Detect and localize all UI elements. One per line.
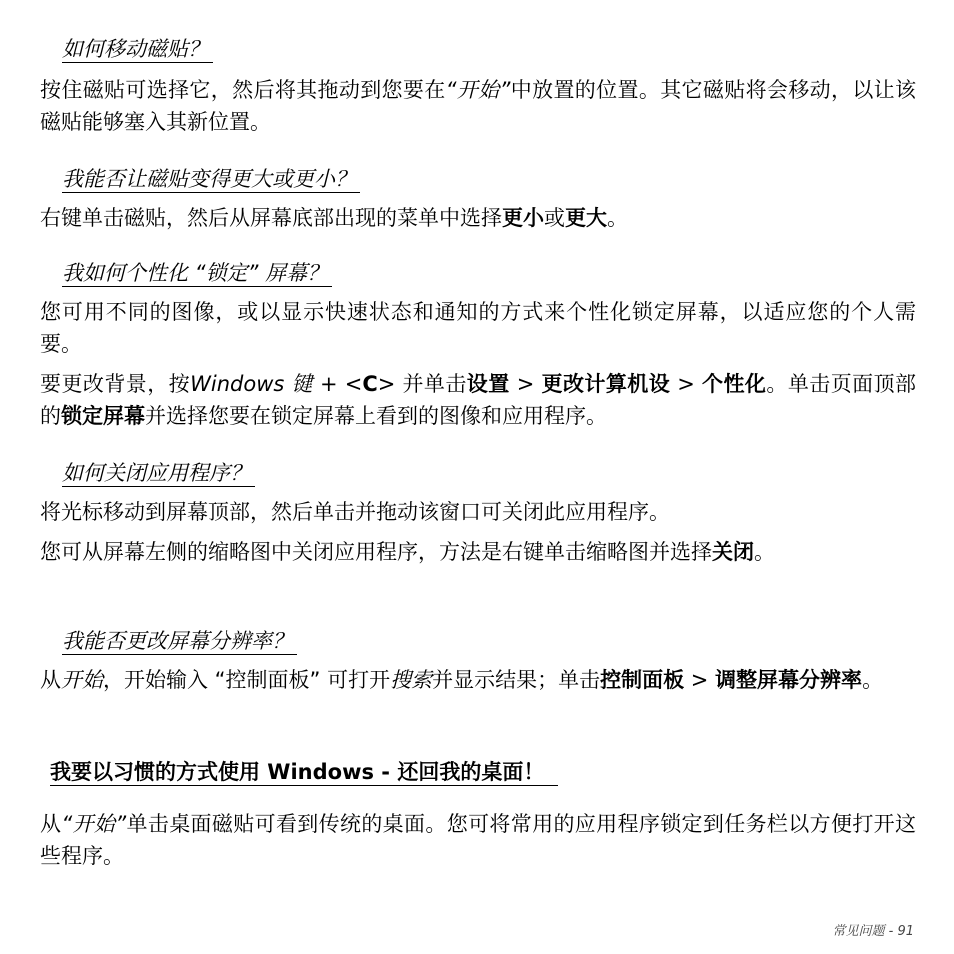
heading-personalize-lock-screen: 我如何个性化 “锁定” 屏幕？ <box>62 260 332 287</box>
paragraph-screen-resolution: 从开始，开始输入 “控制面板” 可打开搜索并显示结果；单击控制面板 > 调整屏幕分辨率。 <box>40 668 884 692</box>
page-footer: 常见问题 - 91 <box>832 924 914 939</box>
paragraph-close-app-drag: 将光标移动到屏幕顶部，然后单击并拖动该窗口可关闭此应用程序。 <box>40 500 670 524</box>
heading-resize-tile: 我能否让磁贴变得更大或更小？ <box>62 166 360 193</box>
heading-classic-desktop: 我要以习惯的方式使用 Windows - 还回我的桌面！ <box>50 759 558 786</box>
heading-move-tile: 如何移动磁贴？ <box>62 36 213 63</box>
paragraph-close-app-thumbnail: 您可从屏幕左侧的缩略图中关闭应用程序，方法是右键单击缩略图并选择关闭。 <box>40 540 775 564</box>
paragraph-lock-screen-intro: 您可用不同的图像，或以显示快速状态和通知的方式来个性化锁定屏幕，以适应您的个人需要。 <box>40 300 916 356</box>
paragraph-lock-screen-steps: 要更改背景，按Windows 键 + <C> 并单击设置 > 更改计算机设 > 个性化。单击页面顶部的锁定屏幕并选择您要在锁定屏幕上看到的图像和应用程序。 <box>40 372 917 428</box>
paragraph-classic-desktop: 从“开始”单击桌面磁贴可看到传统的桌面。您可将常用的应用程序锁定到任务栏以方便打开这些程序。 <box>40 812 917 868</box>
heading-close-app: 如何关闭应用程序？ <box>62 460 255 487</box>
paragraph-resize-tile: 右键单击磁贴，然后从屏幕底部出现的菜单中选择更小或更大。 <box>40 206 628 230</box>
heading-screen-resolution: 我能否更改屏幕分辨率？ <box>62 628 297 655</box>
paragraph-move-tile: 按住磁贴可选择它，然后将其拖动到您要在“开始”中放置的位置。其它磁贴将会移动，以让该磁贴能够塞入其新位置。 <box>40 78 917 134</box>
